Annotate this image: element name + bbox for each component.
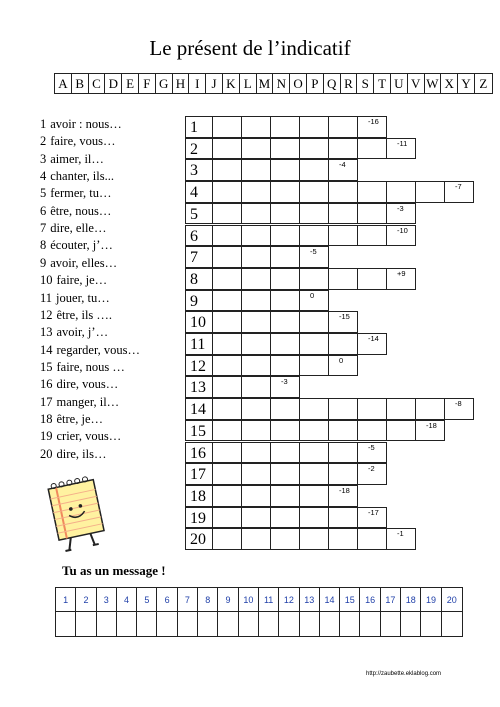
message-column xyxy=(239,588,259,636)
page-title: Le présent de l’indicatif xyxy=(149,36,351,60)
message-letter-cell[interactable] xyxy=(320,612,339,636)
message-column xyxy=(300,588,320,636)
grid-row-number: 3 xyxy=(185,159,213,181)
grid-row-number: 5 xyxy=(185,203,213,225)
letter-cell[interactable] xyxy=(271,116,300,138)
clue-text: aimer, il… xyxy=(50,151,104,166)
alphabet-letter: M xyxy=(257,74,274,93)
clue-text: dire, vous… xyxy=(56,377,119,392)
message-column xyxy=(137,588,157,636)
clue-item xyxy=(40,273,107,287)
grid-row-number: 7 xyxy=(185,246,213,268)
shift-hint: -18 xyxy=(426,420,437,430)
clue-text: faire, vous… xyxy=(50,134,116,149)
letter-cell[interactable] xyxy=(329,355,358,377)
message-column xyxy=(340,588,360,636)
grid-row-number: 12 xyxy=(185,355,213,377)
letter-cell[interactable] xyxy=(271,442,300,464)
message-letter-cell[interactable] xyxy=(117,612,136,636)
alphabet-strip xyxy=(54,73,493,94)
alphabet-letter: P xyxy=(307,74,324,93)
clue-text: faire, nous … xyxy=(56,359,125,374)
grid-row-number: 8 xyxy=(185,268,213,290)
letter-cell[interactable] xyxy=(329,181,358,203)
message-number: 4 xyxy=(117,588,136,612)
clue-item xyxy=(40,308,112,322)
message-letter-cell[interactable] xyxy=(360,612,379,636)
clue-text: être, ils …. xyxy=(56,307,113,322)
letter-cell[interactable] xyxy=(358,181,387,203)
footer-url: http://zaubette.eklablog.com xyxy=(366,671,442,677)
letter-cell[interactable] xyxy=(242,290,271,312)
letter-cell[interactable] xyxy=(213,225,242,247)
letter-cell[interactable] xyxy=(213,246,242,268)
letter-cell[interactable] xyxy=(242,528,271,550)
letter-cell[interactable] xyxy=(213,398,242,420)
letter-cell[interactable] xyxy=(329,333,358,355)
clue-item xyxy=(40,447,107,461)
letter-cell[interactable] xyxy=(329,528,358,550)
letter-cell[interactable] xyxy=(329,268,358,290)
message-number: 2 xyxy=(76,588,95,612)
letter-cell[interactable] xyxy=(213,138,242,160)
clue-text: dire, elle… xyxy=(50,221,107,236)
grid-row-number: 6 xyxy=(185,225,213,247)
message-column xyxy=(259,588,279,636)
clue-text: jouer, tu… xyxy=(56,290,110,305)
notepad-illustration xyxy=(36,474,116,554)
clue-number: 20 xyxy=(40,446,53,461)
shift-hint: 0 xyxy=(310,290,315,300)
shift-hint: -1 xyxy=(397,529,404,539)
letter-cell[interactable] xyxy=(213,442,242,464)
message-column xyxy=(117,588,137,636)
alphabet-letter: Z xyxy=(479,75,488,91)
clue-number: 8 xyxy=(40,238,47,253)
grid-row-number: 18 xyxy=(185,485,213,507)
alphabet-letter: J xyxy=(206,74,223,93)
letter-cell[interactable] xyxy=(213,116,242,138)
message-letter-cell[interactable] xyxy=(178,612,197,636)
letter-cell[interactable] xyxy=(300,268,329,290)
letter-cell[interactable] xyxy=(300,442,329,464)
letter-cell[interactable] xyxy=(271,225,300,247)
grid-row-number: 9 xyxy=(185,290,213,312)
letter-cell[interactable] xyxy=(271,181,300,203)
letter-cell[interactable] xyxy=(213,355,242,377)
alphabet-letter: H xyxy=(173,74,190,93)
letter-cell[interactable] xyxy=(300,463,329,485)
letter-cell[interactable] xyxy=(242,485,271,507)
clue-number: 7 xyxy=(40,221,47,236)
letter-cell[interactable] xyxy=(271,311,300,333)
alphabet-letter: N xyxy=(273,74,290,93)
letter-cell[interactable] xyxy=(358,203,387,225)
clue-item xyxy=(40,395,119,409)
grid-row-number: 15 xyxy=(185,420,213,442)
message-number: 8 xyxy=(198,588,217,612)
letter-cell[interactable] xyxy=(242,203,271,225)
message-number: 5 xyxy=(137,588,156,612)
letter-cell[interactable] xyxy=(300,333,329,355)
letter-cell[interactable] xyxy=(300,420,329,442)
clue-text: manger, il… xyxy=(56,394,120,409)
clue-text: écouter, j’… xyxy=(50,238,113,253)
alphabet-letter: A xyxy=(55,74,72,93)
clue-item xyxy=(40,204,111,218)
clue-item xyxy=(40,134,116,148)
clue-item xyxy=(40,429,121,443)
clue-number: 19 xyxy=(40,429,53,444)
letter-cell[interactable] xyxy=(213,268,242,290)
alphabet-letter: L xyxy=(240,74,257,93)
alphabet-letter: Q xyxy=(324,74,341,93)
letter-cell[interactable] xyxy=(358,528,387,550)
shift-hint: -14 xyxy=(368,334,379,343)
message-number: 19 xyxy=(421,588,440,612)
clue-number: 13 xyxy=(40,325,53,340)
grid-row-number: 20 xyxy=(185,528,213,550)
clue-item xyxy=(40,152,104,166)
letter-cell[interactable] xyxy=(213,333,242,355)
clue-item xyxy=(40,412,103,426)
grid-row-number: 10 xyxy=(185,311,213,333)
clue-number: 1 xyxy=(40,117,47,131)
message-grid xyxy=(55,587,463,637)
message-number: 15 xyxy=(340,588,359,612)
letter-cell[interactable] xyxy=(242,420,271,442)
shift-hint: -5 xyxy=(310,247,317,257)
letter-cell[interactable] xyxy=(358,138,387,160)
clue-text: être, je… xyxy=(56,411,104,426)
letter-cell[interactable] xyxy=(358,398,387,420)
message-number: 12 xyxy=(279,588,298,612)
clue-item xyxy=(40,238,113,252)
letter-cell[interactable] xyxy=(329,138,358,160)
letter-cell[interactable] xyxy=(271,138,300,160)
shift-hint: -5 xyxy=(368,442,375,452)
letter-cell[interactable] xyxy=(271,398,300,420)
letter-cell[interactable] xyxy=(358,268,387,290)
message-number: 16 xyxy=(360,588,379,612)
message-letter-cell[interactable] xyxy=(259,612,278,636)
message-number: 1 xyxy=(56,588,75,612)
letter-cell[interactable] xyxy=(213,203,242,225)
clue-number: 6 xyxy=(40,203,47,218)
clue-number: 12 xyxy=(40,307,53,322)
letter-cell[interactable] xyxy=(271,528,300,550)
shift-hint: -15 xyxy=(339,312,350,322)
message-column xyxy=(157,588,177,636)
letter-cell[interactable] xyxy=(242,225,271,247)
message-letter-cell[interactable] xyxy=(56,612,75,636)
letter-cell[interactable] xyxy=(213,376,242,398)
clue-text: fermer, tu… xyxy=(50,186,112,201)
letter-cell[interactable] xyxy=(300,138,329,160)
clue-item xyxy=(40,360,125,374)
letter-cell[interactable] xyxy=(213,290,242,312)
message-column xyxy=(279,588,299,636)
grid-row-number: 14 xyxy=(185,398,213,420)
shift-hint: -2 xyxy=(368,464,375,474)
message-number: 10 xyxy=(239,588,258,612)
message-letter-cell[interactable] xyxy=(421,612,440,636)
shift-hint: -17 xyxy=(368,507,379,517)
letter-cell[interactable] xyxy=(242,398,271,420)
grid-row-number: 13 xyxy=(185,376,213,398)
letter-cell[interactable] xyxy=(242,376,271,398)
message-letter-cell[interactable] xyxy=(300,612,319,636)
shift-hint: -3 xyxy=(281,377,288,387)
clue-text: dire, ils… xyxy=(56,446,107,461)
letter-cell[interactable] xyxy=(329,116,358,138)
letter-cell[interactable] xyxy=(242,246,271,268)
clue-item xyxy=(40,256,117,270)
alphabet-letter: V xyxy=(408,74,425,93)
clue-item xyxy=(40,343,140,357)
message-title: Tu as un message ! xyxy=(62,563,166,578)
clue-item xyxy=(40,117,122,131)
shift-hint: 0 xyxy=(339,355,344,365)
grid-row-number: 19 xyxy=(185,507,213,529)
message-column xyxy=(421,588,441,636)
clue-number: 15 xyxy=(40,359,53,374)
message-letter-cell[interactable] xyxy=(442,612,462,636)
letter-cell[interactable] xyxy=(213,528,242,550)
message-letter-cell[interactable] xyxy=(198,612,217,636)
clue-number: 18 xyxy=(40,411,53,426)
letter-cell[interactable] xyxy=(242,442,271,464)
letter-cell[interactable] xyxy=(213,420,242,442)
letter-cell[interactable] xyxy=(271,246,300,268)
alphabet-letter: K xyxy=(223,74,240,93)
clue-text: regarder, vous… xyxy=(56,342,140,357)
letter-cell[interactable] xyxy=(242,116,271,138)
message-letter-cell[interactable] xyxy=(239,612,258,636)
letter-cell[interactable] xyxy=(387,398,416,420)
message-column xyxy=(198,588,218,636)
letter-cell[interactable] xyxy=(329,203,358,225)
clue-number: 2 xyxy=(40,134,47,149)
letter-cell[interactable] xyxy=(271,420,300,442)
alphabet-letter: O xyxy=(290,74,307,93)
message-letter-cell[interactable] xyxy=(381,612,400,636)
shift-hint: -18 xyxy=(339,485,350,495)
letter-cell[interactable] xyxy=(300,225,329,247)
clue-text: avoir : nous… xyxy=(50,117,122,131)
alphabet-letter: Y xyxy=(458,74,475,93)
letter-cell[interactable] xyxy=(329,442,358,464)
message-letter-cell[interactable] xyxy=(401,612,420,636)
letter-cell[interactable] xyxy=(300,290,329,312)
letter-cell[interactable] xyxy=(416,398,445,420)
letter-cell[interactable] xyxy=(271,268,300,290)
letter-cell[interactable] xyxy=(271,159,300,181)
shift-hint: -10 xyxy=(397,225,408,235)
letter-cell[interactable] xyxy=(387,181,416,203)
alphabet-letter: R xyxy=(341,74,358,93)
message-column xyxy=(56,588,76,636)
letter-cell[interactable] xyxy=(242,268,271,290)
letter-cell[interactable] xyxy=(300,507,329,529)
message-column xyxy=(76,588,96,636)
letter-cell[interactable] xyxy=(242,311,271,333)
shift-hint: -8 xyxy=(455,399,462,409)
alphabet-letter: S xyxy=(357,74,374,93)
message-column xyxy=(442,588,462,636)
letter-cell[interactable] xyxy=(300,528,329,550)
alphabet-letter: B xyxy=(72,74,89,93)
alphabet-letter: D xyxy=(105,74,122,93)
grid-row-number: 2 xyxy=(185,138,213,160)
letter-cell[interactable] xyxy=(300,181,329,203)
letter-cell[interactable] xyxy=(271,203,300,225)
letter-cell[interactable] xyxy=(271,507,300,529)
message-letter-cell[interactable] xyxy=(157,612,176,636)
alphabet-letter: I xyxy=(189,74,206,93)
clue-number: 11 xyxy=(40,290,53,305)
message-column xyxy=(178,588,198,636)
message-column xyxy=(320,588,340,636)
letter-cell[interactable] xyxy=(358,420,387,442)
shift-hint: -3 xyxy=(397,203,404,213)
letter-cell[interactable] xyxy=(300,485,329,507)
clue-item xyxy=(40,221,106,235)
letter-cell[interactable] xyxy=(329,507,358,529)
grid-row-number: 11 xyxy=(185,333,213,355)
letter-cell[interactable] xyxy=(271,290,300,312)
clue-item xyxy=(40,291,110,305)
shift-hint: -4 xyxy=(339,160,346,170)
letter-cell[interactable] xyxy=(242,463,271,485)
clue-number: 4 xyxy=(40,169,47,184)
letter-cell[interactable] xyxy=(300,116,329,138)
message-number: 20 xyxy=(442,588,462,612)
letter-cell[interactable] xyxy=(387,420,416,442)
clue-item xyxy=(40,186,112,200)
letter-cell[interactable] xyxy=(242,333,271,355)
clue-number: 5 xyxy=(40,186,47,201)
message-number: 9 xyxy=(218,588,237,612)
alphabet-letter: U xyxy=(391,74,408,93)
letter-cell[interactable] xyxy=(213,181,242,203)
letter-cell[interactable] xyxy=(358,225,387,247)
letter-cell[interactable] xyxy=(300,159,329,181)
grid-row-number: 16 xyxy=(185,442,213,464)
message-number: 3 xyxy=(97,588,116,612)
letter-cell[interactable] xyxy=(213,485,242,507)
alphabet-letter: G xyxy=(156,74,173,93)
shift-hint: -11 xyxy=(397,138,408,148)
clue-text: avoir, j’… xyxy=(56,325,109,340)
message-letter-cell[interactable] xyxy=(76,612,95,636)
grid-row-number: 4 xyxy=(185,181,213,203)
letter-cell[interactable] xyxy=(271,333,300,355)
message-number: 6 xyxy=(157,588,176,612)
letter-cell[interactable] xyxy=(213,159,242,181)
letter-cell[interactable] xyxy=(242,159,271,181)
grid-row-number: 17 xyxy=(185,463,213,485)
message-column xyxy=(381,588,401,636)
alphabet-letter: T xyxy=(374,74,391,93)
message-number: 11 xyxy=(259,588,278,612)
clue-number: 16 xyxy=(40,377,53,392)
letter-cell[interactable] xyxy=(213,311,242,333)
shift-hint: +9 xyxy=(397,268,406,278)
message-number: 13 xyxy=(300,588,319,612)
clue-number: 3 xyxy=(40,151,47,166)
alphabet-letter: C xyxy=(89,74,106,93)
message-column xyxy=(360,588,380,636)
alphabet-letter: X xyxy=(441,74,458,93)
clue-number: 9 xyxy=(40,255,47,270)
letter-cell[interactable] xyxy=(242,355,271,377)
letter-cell[interactable] xyxy=(300,311,329,333)
letter-cell[interactable] xyxy=(271,485,300,507)
letter-cell[interactable] xyxy=(329,225,358,247)
clue-text: avoir, elles… xyxy=(50,255,118,270)
letter-cell[interactable] xyxy=(300,203,329,225)
letter-cell[interactable] xyxy=(242,138,271,160)
letter-cell[interactable] xyxy=(213,507,242,529)
clue-item xyxy=(40,169,114,183)
message-number: 14 xyxy=(320,588,339,612)
message-letter-cell[interactable] xyxy=(97,612,116,636)
clue-text: faire, je… xyxy=(56,273,108,288)
shift-hint: -16 xyxy=(368,117,379,126)
letter-cell[interactable] xyxy=(271,463,300,485)
message-letter-cell[interactable] xyxy=(279,612,298,636)
message-number: 18 xyxy=(401,588,420,612)
letter-cell[interactable] xyxy=(213,463,242,485)
letter-cell[interactable] xyxy=(329,420,358,442)
letter-cell[interactable] xyxy=(416,181,445,203)
letter-cell[interactable] xyxy=(242,181,271,203)
message-number: 7 xyxy=(178,588,197,612)
message-column xyxy=(97,588,117,636)
message-letter-cell[interactable] xyxy=(218,612,237,636)
alphabet-letter: W xyxy=(425,74,442,93)
alphabet-letter: F xyxy=(139,74,156,93)
message-number: 17 xyxy=(381,588,400,612)
clue-number: 14 xyxy=(40,342,53,357)
letter-cell[interactable] xyxy=(329,463,358,485)
letter-cell[interactable] xyxy=(329,398,358,420)
clue-text: crier, vous… xyxy=(56,429,122,444)
clue-text: être, nous… xyxy=(50,203,112,218)
clue-number: 10 xyxy=(40,273,53,288)
clue-number: 17 xyxy=(40,394,53,409)
message-letter-cell[interactable] xyxy=(340,612,359,636)
clue-item xyxy=(40,325,108,339)
letter-cell[interactable] xyxy=(300,398,329,420)
letter-cell[interactable] xyxy=(300,355,329,377)
message-letter-cell[interactable] xyxy=(137,612,156,636)
clue-item xyxy=(40,377,118,391)
letter-cell[interactable] xyxy=(271,355,300,377)
shift-hint: -7 xyxy=(455,182,462,192)
clue-text: chanter, ils... xyxy=(50,169,114,184)
alphabet-letter: E xyxy=(122,74,139,93)
letter-cell[interactable] xyxy=(242,507,271,529)
message-column xyxy=(401,588,421,636)
message-column xyxy=(218,588,238,636)
grid-row-number: 1 xyxy=(185,116,213,138)
